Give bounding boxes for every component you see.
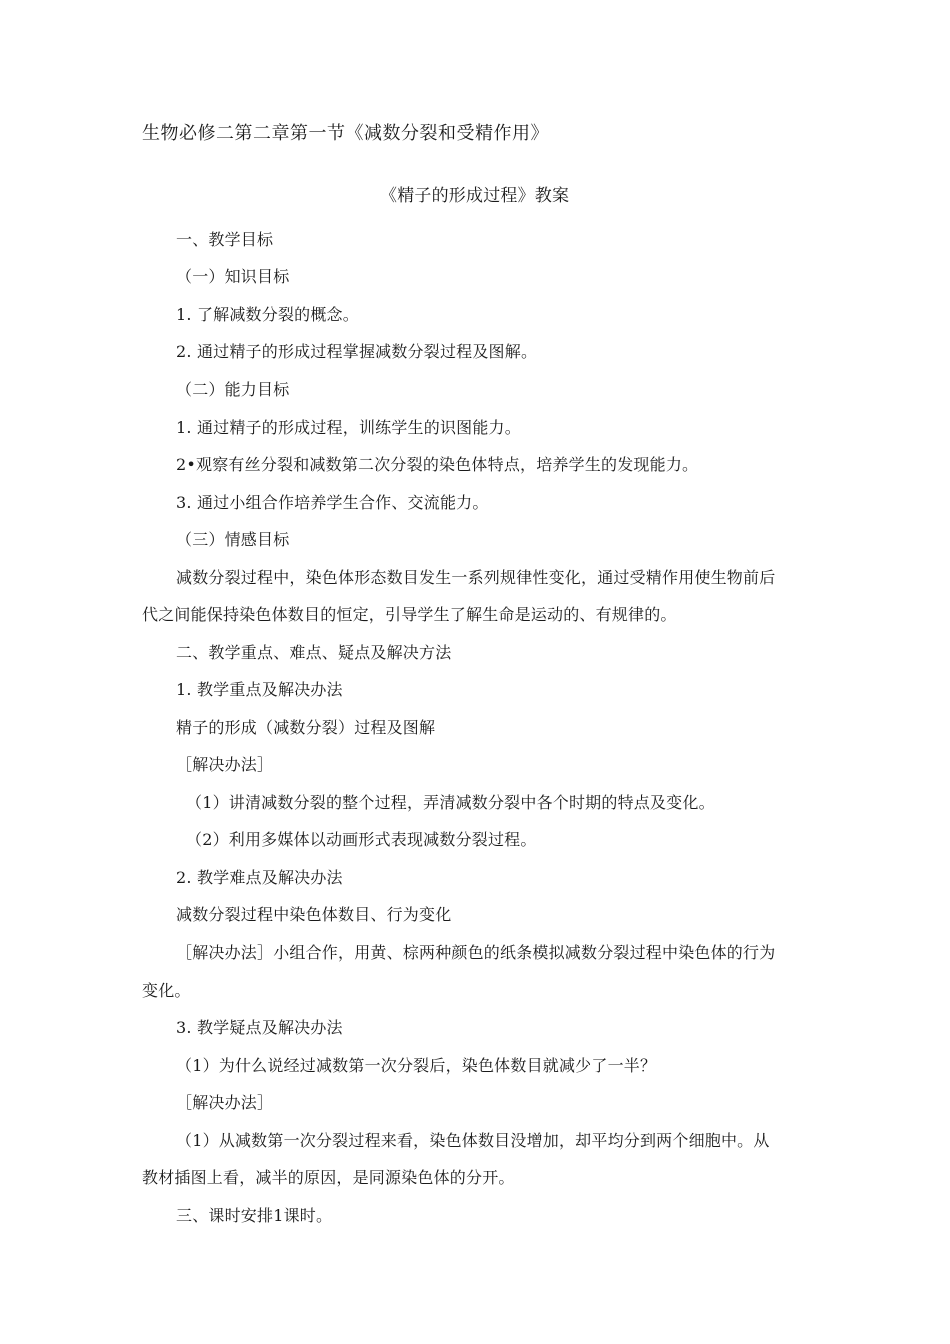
paragraph-line: 精子的形成（减数分裂）过程及图解 xyxy=(176,718,436,737)
list-item: 2•观察有丝分裂和减数第二次分裂的染色体特点，培养学生的发现能力。 xyxy=(176,455,699,474)
list-item: 2. 教学难点及解决办法 xyxy=(176,868,343,887)
subsection-heading: （二）能力目标 xyxy=(176,380,290,399)
lesson-title: 《精子的形成过程》教案 xyxy=(380,186,570,206)
list-item: 1. 了解减数分裂的概念。 xyxy=(176,305,359,324)
paragraph-line: 减数分裂过程中，染色体形态数目发生一系列规律性变化，通过受精作用使生物前后 xyxy=(176,568,776,587)
method-label: ［解决办法］ xyxy=(176,1093,274,1112)
list-item: 1. 通过精子的形成过程，训练学生的识图能力。 xyxy=(176,418,521,437)
paragraph-line: 教材插图上看，减半的原因，是同源染色体的分开。 xyxy=(142,1168,515,1187)
paragraph-line: 变化。 xyxy=(142,981,191,1000)
subsection-heading: （三）情感目标 xyxy=(176,530,290,549)
document-header: 生物必修二第二章第一节《减数分裂和受精作用》 xyxy=(142,123,549,144)
section-heading: 一、教学目标 xyxy=(176,230,274,249)
paragraph-line: 减数分裂过程中染色体数目、行为变化 xyxy=(176,905,452,924)
list-item: 2. 通过精子的形成过程掌握减数分裂过程及图解。 xyxy=(176,342,538,361)
paragraph-line: （1）为什么说经过减数第一次分裂后，染色体数目就减少了一半？ xyxy=(176,1056,657,1075)
paragraph-line: ［解决办法］小组合作，用黄、棕两种颜色的纸条模拟减数分裂过程中染色体的行为 xyxy=(176,943,776,962)
paragraph-line: （2）利用多媒体以动画形式表现减数分裂过程。 xyxy=(186,830,537,849)
method-label: ［解决办法］ xyxy=(176,755,274,774)
list-item: 1. 教学重点及解决办法 xyxy=(176,680,343,699)
subsection-heading: （一）知识目标 xyxy=(176,267,290,286)
section-heading: 二、教学重点、难点、疑点及解决方法 xyxy=(176,643,452,662)
list-item: 3. 通过小组合作培养学生合作、交流能力。 xyxy=(176,493,489,512)
paragraph-line: （1）讲清减数分裂的整个过程，弄清减数分裂中各个时期的特点及变化。 xyxy=(186,793,715,812)
list-item: 3. 教学疑点及解决办法 xyxy=(176,1018,343,1037)
paragraph-line: 代之间能保持染色体数目的恒定，引导学生了解生命是运动的、有规律的。 xyxy=(142,605,677,624)
section-heading: 三、课时安排1课时。 xyxy=(176,1206,333,1225)
paragraph-line: （1）从减数第一次分裂过程来看，染色体数目没增加，却平均分到两个细胞中。从 xyxy=(176,1131,770,1150)
